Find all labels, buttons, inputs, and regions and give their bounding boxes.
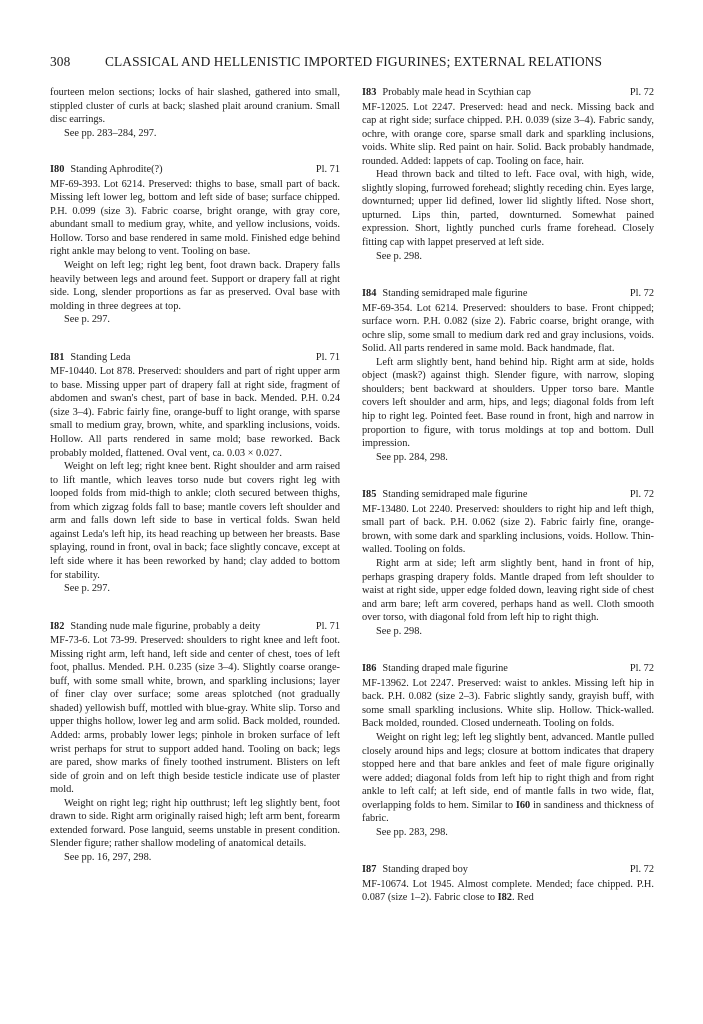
plate-reference: Pl. 71 [315, 620, 340, 632]
entry-description: MF-12025. Lot 2247. Preserved: head and neck. Missing back and cap at right side; surface chipped. P.H. 0.039 (size 3–4). Fabric sandy, ochre, with orange core, sparse small dark and sparkling inclusions, voids. White slip. Red paint on hair. Solid. Back probably handmade, rounded. Added: lappets of cap. Tooling on face, hair. [362, 101, 654, 167]
see-reference: See pp. 16, 297, 298. [64, 851, 152, 863]
see-reference: See p. 298. [376, 250, 422, 262]
cross-reference: I82 [497, 892, 512, 904]
plate-reference: Pl. 71 [315, 164, 340, 176]
plate-reference: Pl. 71 [315, 351, 340, 363]
entry-text: fourteen melon sections; locks of hair slashed, gathered into small, stippled cluster of curls at back; slashed plait around cranium. Small disc earrings. [50, 87, 340, 126]
description-text-end: . Red [511, 892, 534, 904]
catalog-number: I80 [50, 164, 65, 176]
entry-title: Standing draped boy [382, 864, 468, 876]
entry-description [362, 878, 654, 905]
entry-notes: Weight on right leg; right hip outthrust; left leg slightly bent, foot drawn to side. Right arm originally raised high; left arm bent, forearm extended forward. Pose languid, seems unstable in present condition. Slender figure; rather shallow modeling of anatomical details. [50, 797, 340, 850]
entry-description: MF-69-354. Lot 6214. Preserved: shoulders to base. Front chipped; surface worn. P.H. 0.082 (size 2). Fabric coarse, bright orange, with ochre slip, some small to medium dark red and gray inclusions, voids. Solid. All parts rendered in same mold. Back handmade, flat. [362, 302, 654, 355]
catalog-entry-i87 [362, 863, 654, 905]
plate-reference: Pl. 72 [629, 663, 654, 675]
notes-text: Weight on right leg; left leg slightly bent, advanced. Mantle pulled closely around hips and legs; closure at bottom indicates that drapery stopped here and that bare ankles and feet of male figure originally were added; diagonal folds from left hip to right thigh and from right ankle to left calf; at left side, end of mantle falls in two wide, flat, overlapping folds to hem. Similar to [362, 731, 654, 811]
see-reference: See pp. 284, 298. [376, 451, 448, 463]
see-reference: See p. 298. [376, 625, 422, 637]
entry-heading [50, 351, 340, 365]
catalog-entry-i83 [362, 86, 654, 263]
catalog-entry-i85 [362, 488, 654, 638]
entry-notes: Weight on left leg; right leg bent, foot drawn back. Drapery falls heavily between legs and around feet. Support or drapery fall at right side. Long, slender proportions as far as preserved. Oval base with molding in three degrees at top. [50, 260, 340, 312]
page-number: 308 [50, 54, 71, 69]
entry-notes: Right arm at side; left arm slightly bent, hand in front of hip, perhaps grasping drapery folds. Mantle draped from left shoulder to waist at right side, upper edge folded down, leaving right side of chest and arm bare; left arm covered, perhaps hand as well. Cloth smooth over torso, with diagonal fold from left hip to right thigh. [362, 557, 654, 624]
catalog-entry-i86 [362, 662, 654, 839]
entry-heading [362, 662, 654, 676]
entry-title: Standing draped male figurine [382, 663, 508, 675]
catalog-entry-i80 [50, 163, 340, 327]
entry-notes [362, 731, 654, 826]
entry-notes: Left arm slightly bent, hand behind hip. Right arm at side, holds object (mask?) against thigh. Slender figure, with narrow, sloping shoulders; bent backward at shoulders. Upper torso bare. Mantle covers left shoulder and arm, hips, and legs; diagonal folds from left hip to right leg. Pointed feet. Base round in front, high and narrow in proportion to figure, with torus moldings at top and bottom. Dull impression. [362, 356, 654, 450]
entry-title: Standing Leda [70, 351, 131, 363]
entry-heading [362, 488, 654, 502]
catalog-number: I84 [362, 288, 377, 300]
catalog-entry-i81 [50, 351, 340, 596]
entry-heading [50, 620, 340, 634]
entry-heading [50, 163, 340, 177]
see-reference: See pp. 283, 298. [376, 826, 448, 838]
entry-description: MF-13480. Lot 2240. Preserved: shoulders to right hip and left thigh, small part of back. P.H. 0.062 (size 2). Fabric fairly fine, orange-brown, with some dark and sparkling inclusions, voids. Hollow. Thin-walled. Tooling on folds. [362, 503, 654, 556]
entry-heading [362, 86, 654, 100]
entry-description: MF-69-393. Lot 6214. Preserved: thighs to base, small part of back. Missing left lower leg, bottom and left side of base; surface chipped. P.H. 0.099 (size 3). Fabric coarse, bright orange, with gray core, abundant small to medium gray, white, and yellow inclusions, voids. Hollow. Torso and base rendered in same mold. Finished edge behind right ankle may belong to vent. Tooling on base. [50, 178, 340, 258]
entry-title: Standing Aphrodite(?) [70, 164, 163, 176]
see-reference: See p. 297. [64, 583, 110, 595]
running-title: CLASSICAL AND HELLENISTIC IMPORTED FIGURINES; EXTERNAL RELATIONS [105, 54, 603, 69]
entry-title: Standing semidraped male figurine [382, 288, 528, 300]
cross-reference: I60 [515, 799, 531, 811]
description-text: MF-10674. Lot 1945. Almost complete. Mended; face chipped. P.H. 0.087 (size 1–2). Fabric close to [362, 878, 654, 904]
entry-description: MF-10440. Lot 878. Preserved: shoulders and part of right upper arm to base. Missing upper part of drapery fall at right side, fragment of abdomen and swan's chest, part of base in back. Mended. P.H. 0.24 (size 3–4). Fabric fairly fine, orange-buff to light orange, with sparse small to medium gray, brown, white, and sparkling inclusions, voids. Hollow. All parts rendered in same mold; base reworked. Back probably molded, flattened. Oval vent, ca. 0.03 × 0.027. [50, 366, 340, 459]
catalog-number: I85 [362, 489, 377, 501]
catalog-number: I86 [362, 663, 377, 675]
notes-text-end: in sandiness and thickness of fabric. [362, 799, 654, 825]
catalog-number: I82 [50, 620, 65, 632]
entry-heading [362, 863, 654, 877]
entry-notes: Head thrown back and tilted to left. Face oval, with high, wide, slightly sloping, furrowed forehead; slightly receding chin. Eyes large, downturned; upper lid defined, lower lid slightly lifted. Nose short, upturned. Lips thin, parted, downturned. Somewhat pained expression. Short, lightly punched curls frame forehead. Closely fitting cap with lappet preserved at left side. [362, 169, 654, 249]
left-column [50, 86, 340, 888]
catalog-number: I83 [362, 87, 377, 98]
entry-heading [362, 287, 654, 301]
entry-title: Probably male head in Scythian cap [382, 87, 531, 98]
entry-notes: Weight on left leg; right knee bent. Right shoulder and arm raised to lift mantle, which leaves torso nude but covers right leg with looped folds from mid-thigh to ankle; cloth secured between thighs, from which zigzag folds fall to base; mantle covers left shoulder and arm and falls down left side to base in vertical folds. Swan held against Leda's left hip, its head reaching up between her breasts. Base splaying, round in front, oval in back; face slightly concave, except at left side where it has been reworked by hand; clay added to bottom for stability. [50, 461, 340, 581]
catalog-entry-i82 [50, 620, 340, 865]
right-column [362, 86, 654, 929]
see-reference: See p. 297. [64, 314, 110, 326]
plate-reference: Pl. 72 [629, 288, 654, 300]
entry-description: MF-13962. Lot 2247. Preserved: waist to ankles. Missing left hip in back. P.H. 0.082 (size 2–3). Fabric slightly sandy, grayish buff, with some small sparkling inclusions. White slip. Hollow. Thick-walled. Back molded, rounded. Closed underneath. Tooling on folds. [362, 677, 654, 730]
continuation-entry [50, 86, 340, 140]
entry-description: MF-73-6. Lot 73-99. Preserved: shoulders to right knee and left foot. Missing right arm, left hand, left side and center of chest, toes of left foot, phallus. Mended. P.H. 0.235 (size 3–4). Slightly coarse orange-buff, with some small white, brown, and sparkling inclusions; layer of finer clay over surface; some areas splotched (not gradually shaded) yellowish buff, mottled with blue-gray. White slip. Torso and upper thighs hollow, lower leg and arm solid. Back molded, rounded. Added: arms, probably lower legs; pinhole in broken surface of left wrist perhaps for strut to support added hand. Tooling on back; legs are pared, show marks of finely toothed instrument. Blisters on left side of groin and on left thigh beside testicle indicate use of plaster mold. [50, 635, 340, 796]
see-reference: See pp. 283–284, 297. [64, 127, 157, 139]
plate-reference: Pl. 72 [629, 864, 654, 876]
plate-reference: Pl. 72 [629, 87, 654, 98]
entry-title: Standing semidraped male figurine [382, 489, 528, 501]
page-header [50, 46, 654, 68]
catalog-entry-i84 [362, 287, 654, 464]
catalog-number: I81 [50, 351, 65, 363]
plate-reference: Pl. 72 [629, 489, 654, 501]
catalog-number: I87 [362, 864, 377, 876]
entry-title: Standing nude male figurine, probably a deity [70, 620, 261, 632]
